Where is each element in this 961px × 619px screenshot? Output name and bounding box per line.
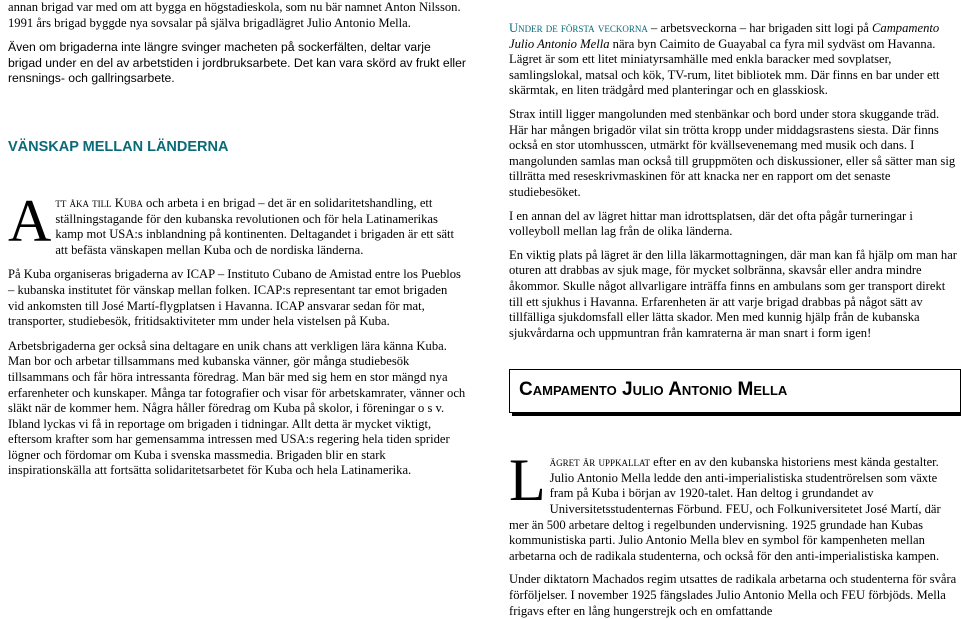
right-paragraph-4: En viktig plats på lägret är den lilla läkarmottagningen, där man kan få hjälp om man har oturen att drabbas av sjuk mage, för mycket solbränna, skavsår eller andra mindre åkommor. Skulle något allvarligare inträffa finns en ambulans som ger transport direkt till ett sjukhus i Havanna. Erfarenheten är att varje brigad drabbas på något sätt av tillfälliga sjukdomsfall eller lätta skador. Men med kunnig hjälp från de kubanska sjukvårdarna och uppmuntran från kamraterna är man snart i form igen!: [509, 247, 957, 340]
section-heading-campamento: Campamento Julio Antonio Mella: [509, 369, 961, 413]
campamento-italic: Campamento Julio Antonio Mella: [509, 21, 940, 51]
right-paragraph-1: [509, 21, 961, 99]
vanskap-paragraph-2: På Kuba organiseras brigaderna av ICAP – Instituto Cubano de Amistad entre los Pueblos – kubanska institutet för vänskap mellan folken. ICAP:s representant tar emot brigaden vid ankomsten till José Martí-flygplatsen i Havanna. ICAP ansvarar sedan för mat, transporter, studiebesök, fritidsaktiviteter mm under hela vistelsen på Kuba.: [8, 267, 461, 329]
left-paragraph-2: Även om brigaderna inte längre svinger macheten på sockerfälten, deltar varje brigad under en del av arbetstiden i jordbruksarbete. Det kan vara skörd av frukt eller rensnings- och gallringsarbete.: [8, 40, 466, 86]
section-heading-vanskap: VÄNSKAP MELLAN LÄNDERNA: [8, 138, 229, 155]
right-intro-caps: Under de första veckorna: [509, 21, 648, 35]
campamento-paragraph-1-text: efter en av den kubanska historiens mest kända gestalter. Julio Antonio Mella ledde den anti-imperialistiska studentrörelsen som växte fram på Kuba i början av 1920-talet. Han deltog i grundandet av Universitetsstudenternas Förbund. FEU, och Folkuniversitetet José Martí, där mer än 500 arbetare deltog i regelbunden undervisning. 1925 grundade han Kubas kommunistiska parti. Julio Antonio Mella blev en symbol för kampenheten mellan arbetarna och de radikala studenterna, och också för den anti-imperialistiska kampen.: [509, 455, 941, 563]
vanskap-paragraph-1: [8, 187, 466, 258]
right-paragraph-1-text-a: – arbetsveckorna – har brigaden sitt logi på: [647, 21, 872, 35]
campamento-paragraph-1: [509, 447, 961, 564]
vanskap-paragraph-3: Arbetsbrigaderna ger också sina deltagare en unik chans att verkligen lära känna Kuba. Man bor och arbetar tillsammans med kubanska vänner, gör många studiebesök tillsammans och får höra intressanta föredrag. Man bär med sig hem en stor mängd nya erfarenheter och kunskaper. Många tar fotografier och visar för arbetskamrater, vänner och släkt när de kommer hem. Några håller föredrag om Kuba på skolor, i föreningar o s v. Ibland lyckas vi få in reportage om brigaden i tidningar. Allt detta är mycket viktigt, eftersom krafter som har gemensamma intressen med USA:s regering hela tiden sprider lögner och fördomar om Kuba i svenska massmedia. Brigaden blir en stark inspirationskälla att fortsätta solidaritetsarbetet för Kuba och hela Latinamerika.: [8, 338, 466, 478]
campamento-paragraph-2: Under diktatorn Machados regim utsattes de radikala arbetarna och studenterna för svåra förföljelser. I november 1925 fängslades Julio Antonio Mella och FEU förbjöds. Mella frigavs efter en lång hungerstrejk och en omfattande: [509, 572, 957, 618]
right-paragraph-3: I en annan del av lägret hittar man idrottsplatsen, där det ofta pågår turneringar i volleyboll mellan lag från de olika länderna.: [509, 208, 913, 239]
dropcap-l: L: [509, 447, 546, 514]
vanskap-paragraph-1-text: och arbeta i en brigad – det är en solidaritetshandling, ett ställningstagande för den kubanska revolutionen och för hela Latinamerikas kamp mot USA:s inblandning på kontinenten. Deltagandet i brigaden är ett sätt att befästa vänskapen mellan Kuba och de nordiska länderna.: [55, 195, 455, 257]
left-column: [8, 0, 466, 479]
vanskap-intro-caps: tt åka till Kuba: [55, 195, 143, 210]
dropcap-a: A: [8, 187, 52, 254]
left-paragraph-1: annan brigad var med om att bygga en högstadieskola, som nu bär namnet Anton Nilsson. 1991 års brigad byggde nya sovsalar på själva brigadlägret Julio Antonio Mella.: [8, 0, 461, 30]
right-column: [509, 0, 961, 619]
campamento-intro-caps: ägret är uppkallat: [549, 455, 650, 470]
intro-box: [509, 21, 961, 99]
right-paragraph-2: Strax intill ligger mangolunden med stenbänkar och bord under stora skuggande träd. Här har mången brigadör vilat sin trötta kropp under middagsrastens siesta. Där finns också en stor utomhusscen, utmärkt för kvällsevenemang med musik och dans. I mangolunden samlas man också till gruppmöten och diskussioner, eller så sätter man sig tillrätta med reseskrivmaskinen för att knacka ner en rapport om det senaste studiebesöket.: [509, 106, 956, 199]
right-paragraph-1-text-b: nära byn Caimito de Guayabal ca fyra mil sydväst om Havanna. Lägret är som ett litet miniatyrsamhälle med enkla baracker med sovplatser, samlingslokal, matsal och kök, TV-rum, litet bibliotek mm. Där finns en bar under ett skärmtak, en liten trädgård med planteringar och en glasskiosk.: [509, 36, 940, 98]
